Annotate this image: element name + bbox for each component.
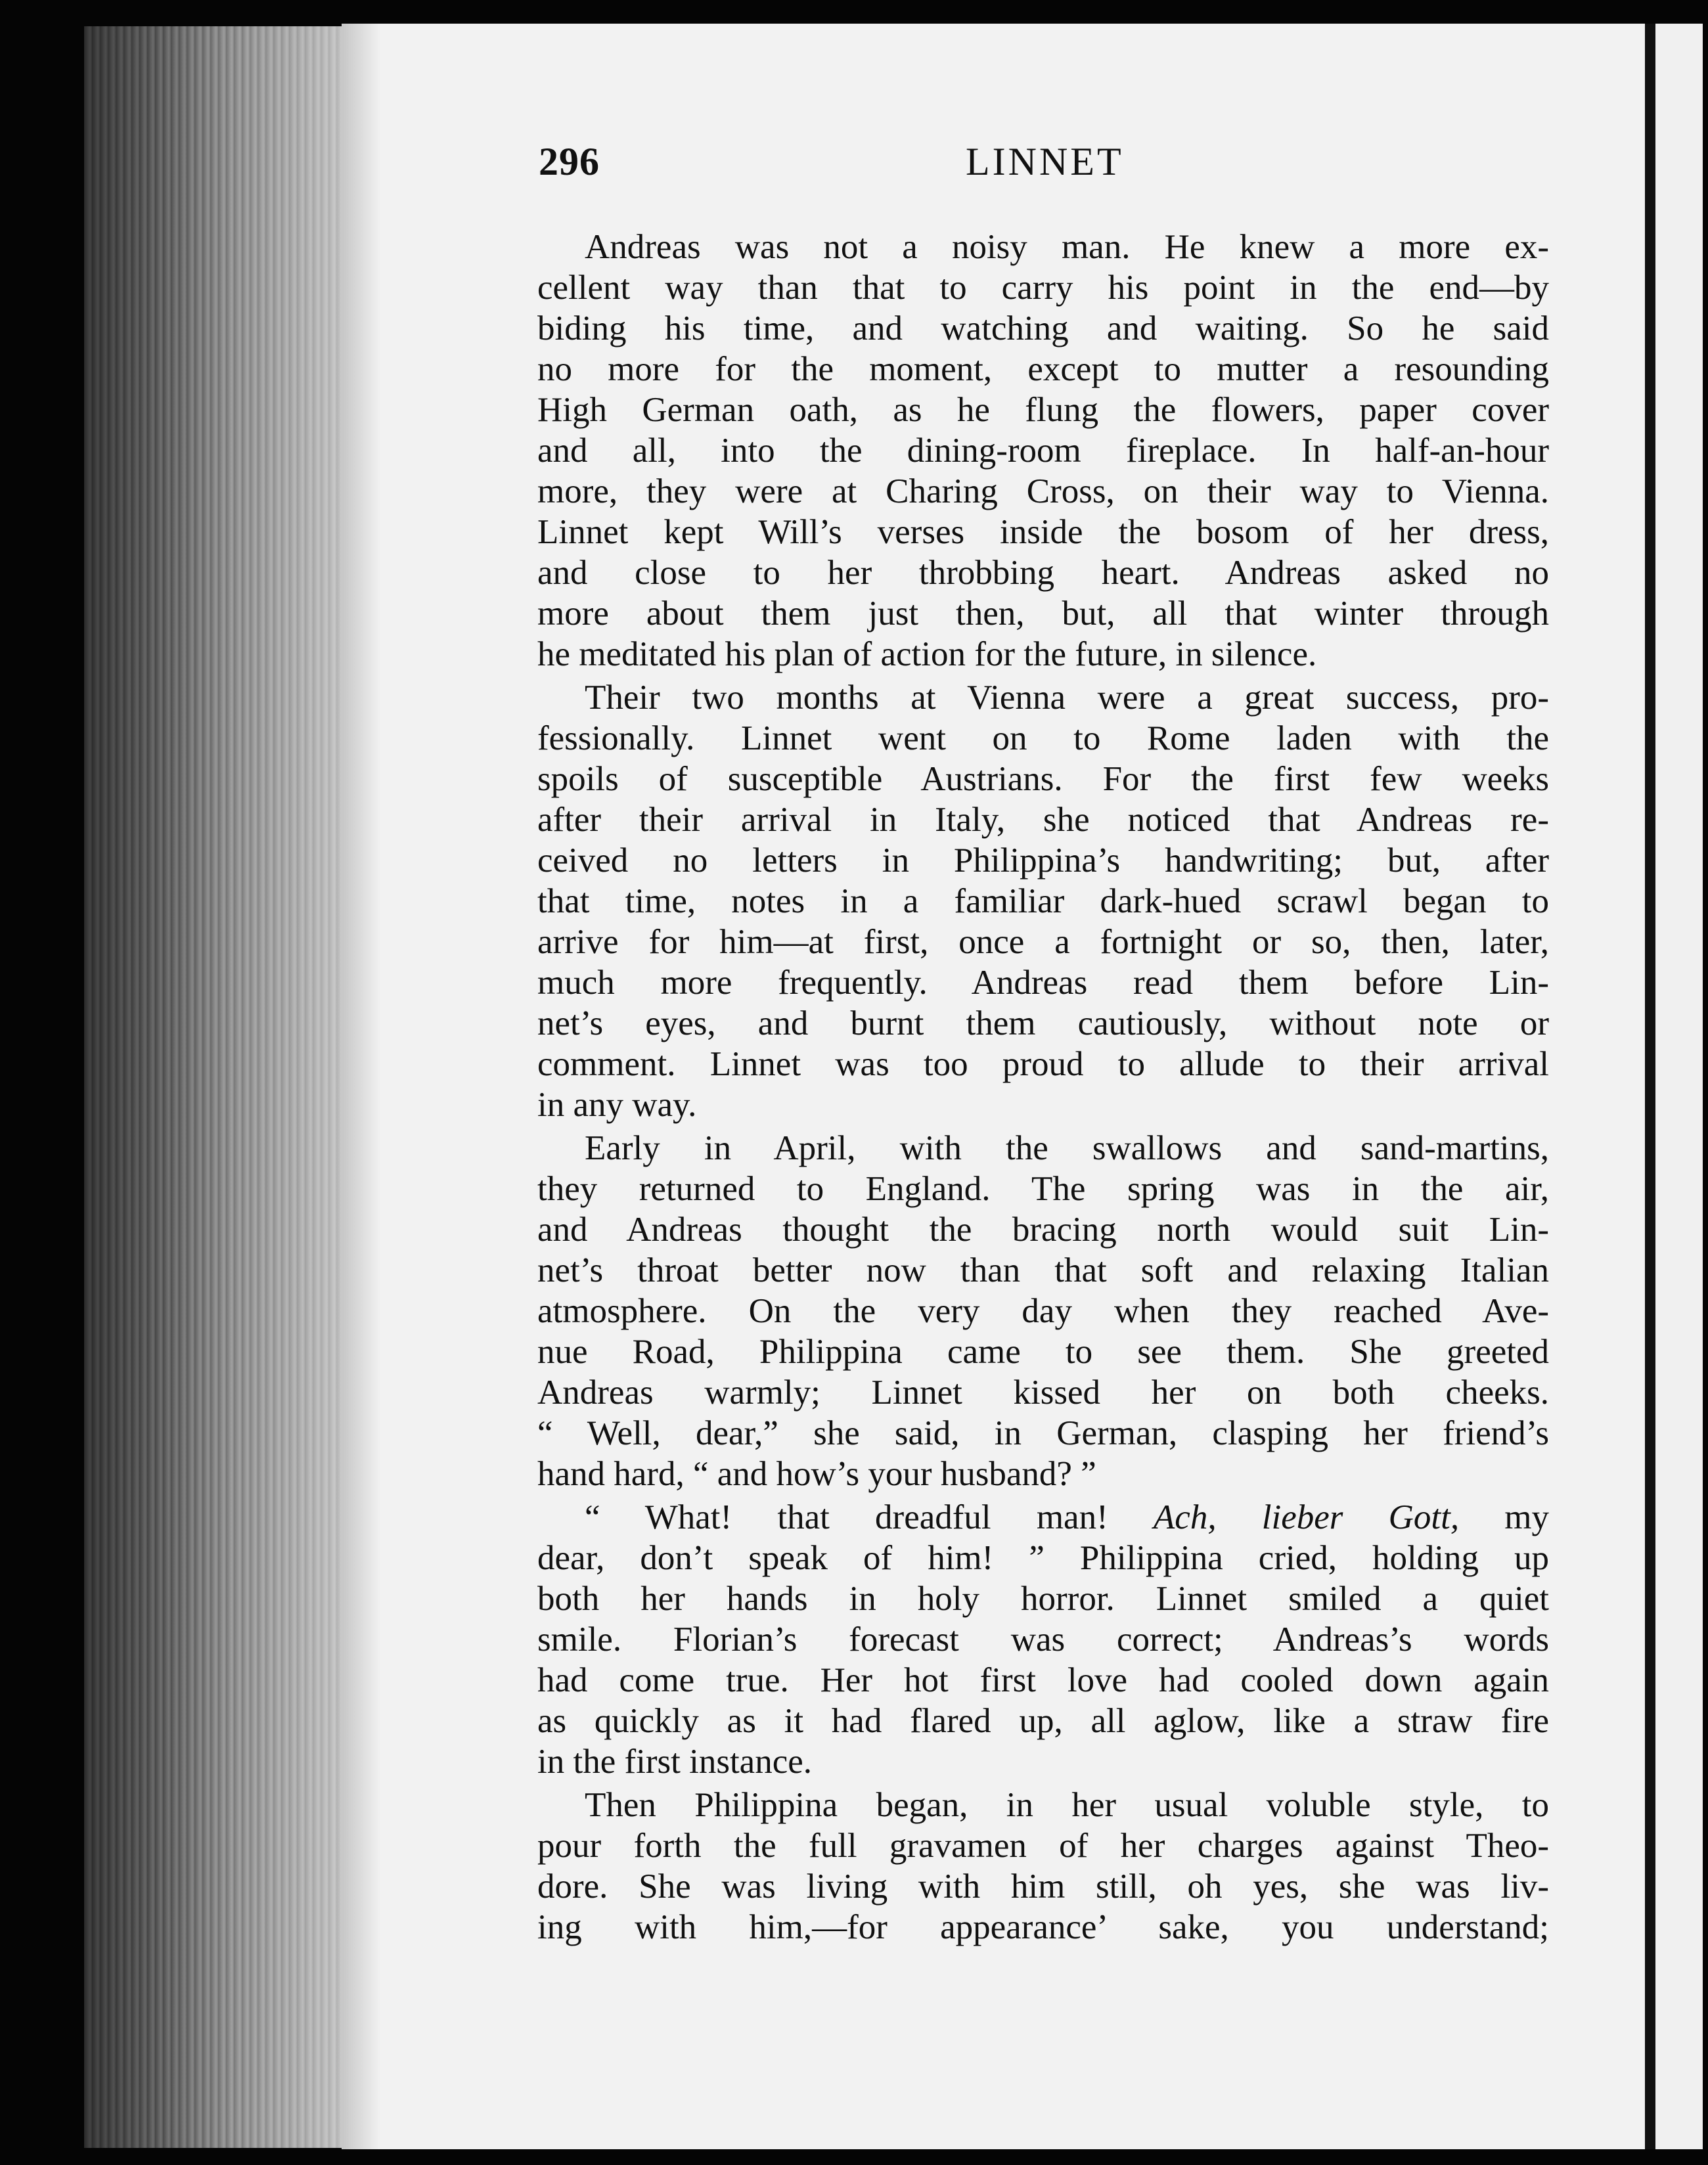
text-line: nue Road, Philippina came to see them. She greeted — [537, 1333, 1549, 1371]
paragraph — [537, 227, 1549, 675]
text-line: and Andreas thought the bracing north would suit Lin- — [537, 1211, 1549, 1249]
body-text — [537, 227, 1549, 1948]
text-line: more about them just then, but, all that winter through — [537, 594, 1549, 633]
text-line: in any way. — [537, 1086, 697, 1124]
text-line: atmosphere. On the very day when they reached Ave- — [537, 1292, 1549, 1330]
text-line: much more frequently. Andreas read them before Lin- — [537, 964, 1549, 1002]
italic-phrase: Ach, lieber Gott, — [1153, 1498, 1460, 1536]
text-line: Andreas was not a noisy man. He knew a more ex- — [585, 228, 1549, 266]
text-line: and all, into the dining-room fireplace. In half-an-hour — [537, 432, 1549, 470]
paragraph — [537, 1128, 1549, 1494]
text-line: spoils of susceptible Austrians. For the first few weeks — [537, 760, 1549, 798]
text-line: as quickly as it had flared up, all aglow, like a straw fire — [537, 1702, 1549, 1740]
text-line: in the first instance. — [537, 1743, 812, 1781]
text-run: my — [1459, 1498, 1550, 1536]
text-line: arrive for him—at first, once a fortnight or so, then, later, — [537, 923, 1549, 961]
text-line: fessionally. Linnet went on to Rome laden with the — [537, 719, 1549, 757]
paragraph — [537, 1785, 1549, 1948]
text-line: Early in April, with the swallows and sand-martins, — [585, 1129, 1549, 1167]
book-page-edges — [84, 26, 344, 2148]
text-line: net’s eyes, and burnt them cautiously, without note or — [537, 1004, 1549, 1042]
text-line: ceived no letters in Philippina’s handwriting; but, after — [537, 841, 1549, 880]
text-line: cellent way than that to carry his point in the end—by — [537, 269, 1549, 307]
text-line: pour forth the full gravamen of her charges against Theo- — [537, 1827, 1549, 1865]
text-line: net’s throat better now than that soft and relaxing Italian — [537, 1251, 1549, 1289]
text-line: biding his time, and watching and waiting. So he said — [537, 309, 1549, 347]
text-line: Linnet kept Will’s verses inside the bosom of her dress, — [537, 513, 1549, 551]
text-line-with-italic — [537, 1497, 1549, 1538]
text-line: had come true. Her hot first love had cooled down again — [537, 1661, 1549, 1699]
facing-page-edge — [1655, 24, 1703, 2149]
text-line: Andreas warmly; Linnet kissed her on both cheeks. — [537, 1373, 1549, 1412]
text-line: ing with him,—for appearance’ sake, you understand; — [537, 1908, 1549, 1946]
gutter-shadow — [1645, 24, 1655, 2149]
page-gutter-shade — [342, 24, 381, 2149]
page-number: 296 — [539, 140, 600, 183]
text-line: that time, notes in a familiar dark-hued scrawl began to — [537, 882, 1549, 920]
text-line: Their two months at Vienna were a great success, pro- — [585, 679, 1549, 717]
text-line: and close to her throbbing heart. Andreas asked no — [537, 554, 1549, 592]
text-line: after their arrival in Italy, she noticed that Andreas re- — [537, 801, 1549, 839]
text-line: he meditated his plan of action for the future, in silence. — [537, 635, 1317, 673]
text-line: “ Well, dear,” she said, in German, clasping her friend’s — [537, 1414, 1549, 1452]
paragraph — [537, 677, 1549, 1125]
running-title: LINNET — [966, 140, 1124, 183]
text-line: no more for the moment, except to mutter a resounding — [537, 350, 1549, 388]
text-line: High German oath, as he flung the flowers, paper cover — [537, 391, 1549, 429]
text-line: dear, don’t speak of him! ” Philippina cried, holding up — [537, 1539, 1549, 1577]
text-line: hand hard, “ and how’s your husband? ” — [537, 1455, 1096, 1493]
text-line: both her hands in holy horror. Linnet smiled a quiet — [537, 1580, 1549, 1618]
text-line: comment. Linnet was too proud to allude to their arrival — [537, 1045, 1549, 1083]
text-run: “ What! that dreadful man! — [585, 1498, 1154, 1536]
text-line: smile. Florian’s forecast was correct; Andreas’s words — [537, 1620, 1549, 1659]
text-line: more, they were at Charing Cross, on their way to Vienna. — [537, 472, 1549, 510]
paragraph — [537, 1497, 1549, 1782]
text-line: Then Philippina began, in her usual voluble style, to — [585, 1786, 1549, 1824]
running-head — [539, 139, 1557, 185]
text-line: they returned to England. The spring was in the air, — [537, 1170, 1549, 1208]
text-line: dore. She was living with him still, oh yes, she was liv- — [537, 1867, 1549, 1906]
